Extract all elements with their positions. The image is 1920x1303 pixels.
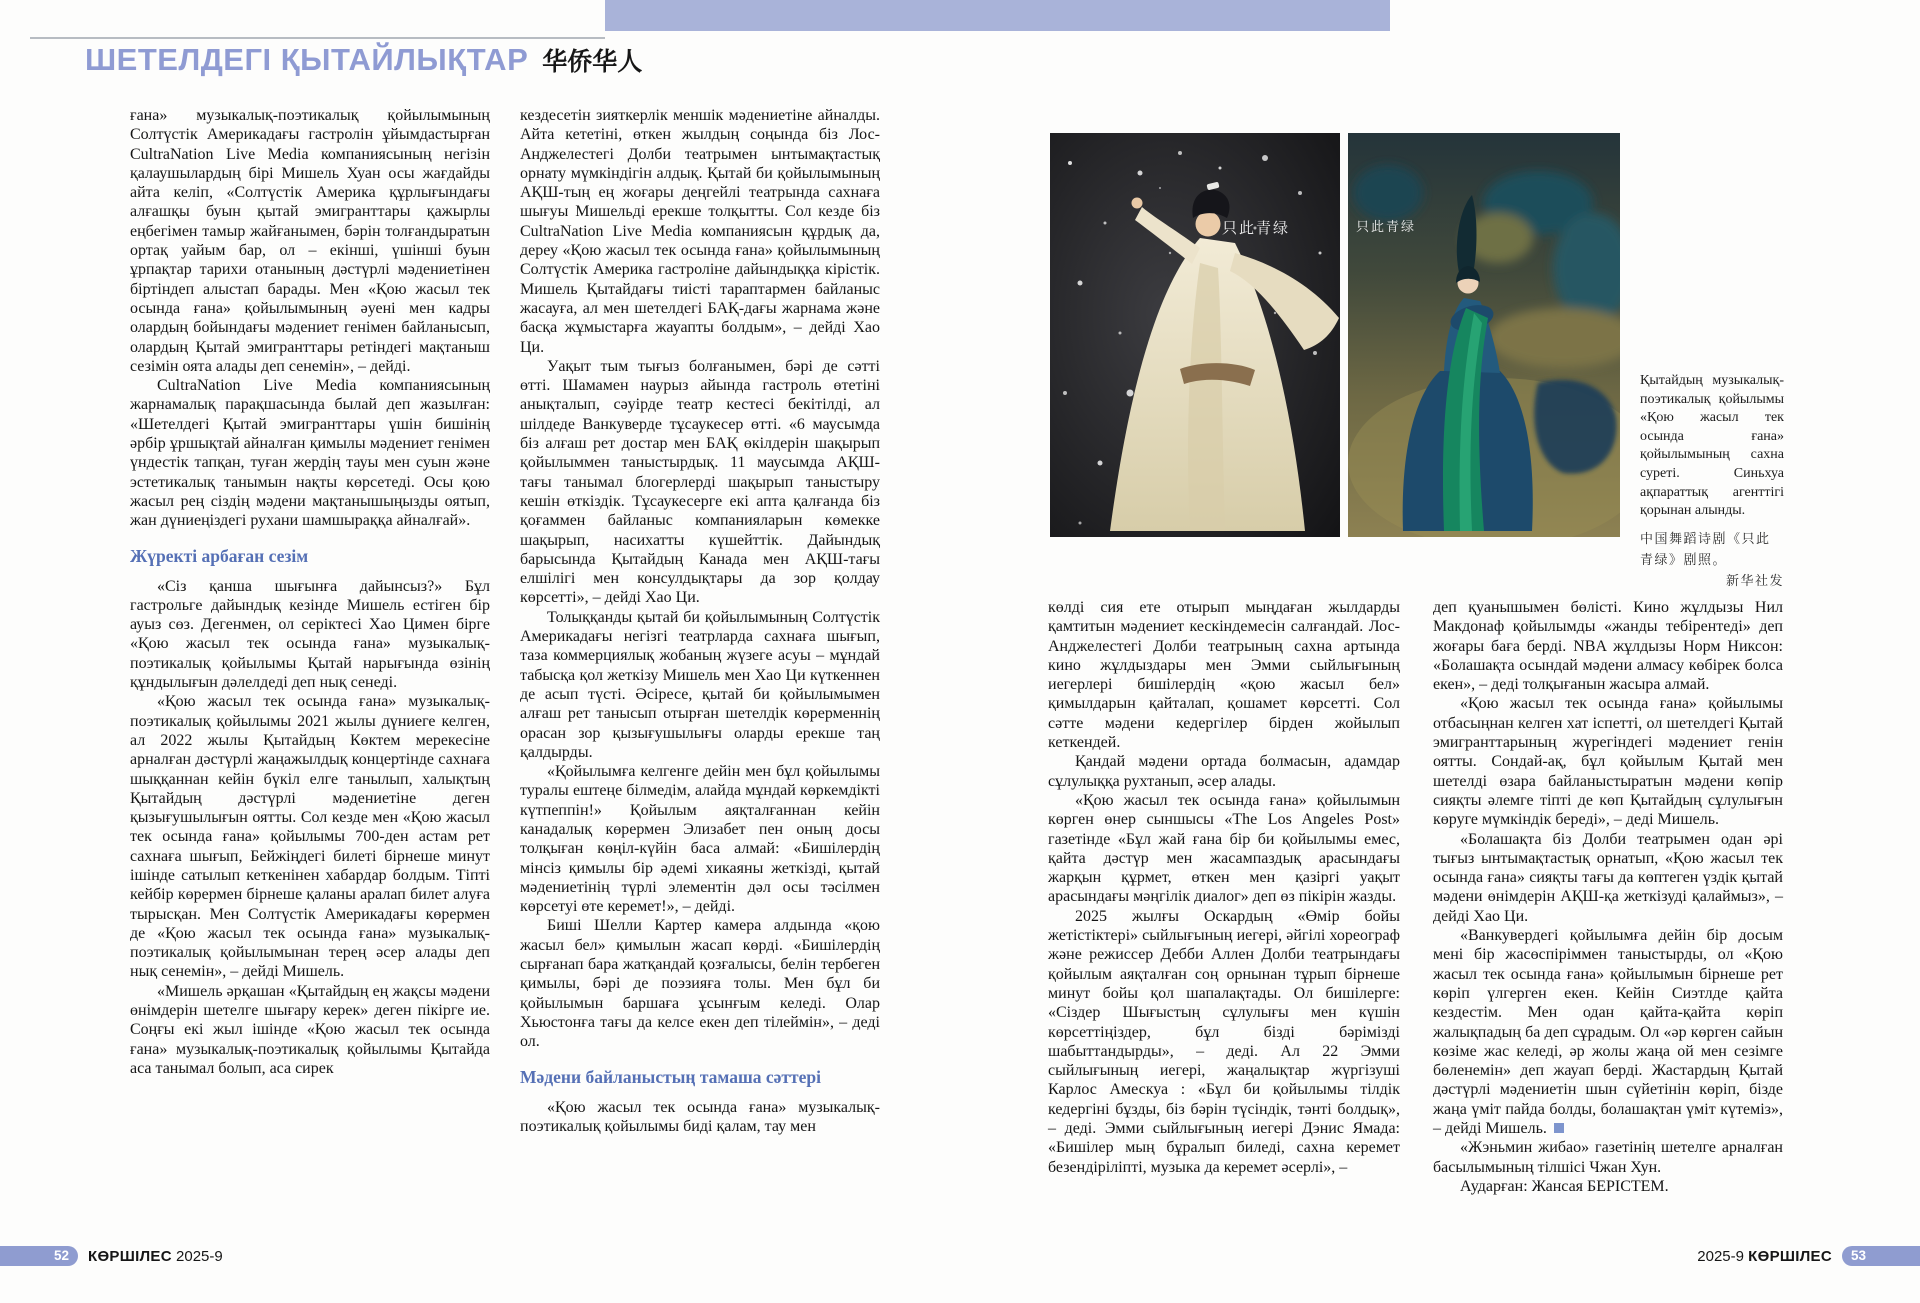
footer-left xyxy=(88,1248,223,1265)
paragraph: ғана» музыкалық-поэтикалық қойылымының Солтүстік Америкадағы гастролін ұйымдастырған CultraNation Live Media компаниясының негізін қалаушылардың бірі Мишель Хуан осы жағдайды айта келіп, «Солтүстік Америка құрлығындағы алғашқы буын қытай эмигранттары қажырлы еңбегімен тамыр жайғанымен, бәрін толғандыратын ортақ уайым бар, ол – екінші, үшінші буын ұрпақтар тарихи отанының дәстүрлі мәдениетінен біртіндеп алыстап барады. Мен «Қою жасыл тек осында ғана» қойылымының әуені мен кадры олардың бойындағы мәдениет генімен байланысып, олардың Қытай эмигранттары ретіндегі мақтаныш сезімін оята алады деп сенемін», – дейді. xyxy=(130,107,490,375)
photo-dancer-green-illustration xyxy=(1348,133,1620,537)
issue-number: 2025-9 xyxy=(176,1248,223,1265)
section-title: ШЕТЕЛДЕГІ ҚЫТАЙЛЫҚТАР xyxy=(85,42,529,77)
page-number-badge-left xyxy=(0,1246,78,1266)
paragraph: «Қойылымға келгенге дейін мен бұл қойылымы туралы ештеңе білмедім, алайда мұндай көркемдікті күтпеппін!» Қойылым аяқталғаннан кейін канадалық көрермен Элизабет пен оның досы толқыған көңіл-күйін баса алмай: «Бишілердің мінсіз қимылы бір әдемі хикаяны жеткізді, қытай мәдениетінің түрлі элементін дәл осы тәсілмен көрсетуі өте керемет!», – дейді. xyxy=(520,763,880,916)
translator-credit: Аударған: Жансая БЕРІСТЕМ. xyxy=(1460,1177,1669,1195)
page-number: 53 xyxy=(1851,1248,1867,1263)
paragraph: «Болашақта біз Долби театрымен одан әрі тығыз ынтымақтастық орнатып, «Қою жасыл тек осында ғана» сияқты тағы да көптеген үздік қытай мәдени өнімдерін АҚШ-қа жеткізуді қалаймыз», – дейді Хао Ци. xyxy=(1433,830,1783,925)
text-column-1 xyxy=(130,106,490,1078)
paragraph: деп қуанышымен бөлісті. Кино жұлдызы Нил Макдонаф қойылымды «жанды тебірентеді» деп жоғары баға берді. NBA жұлдызы Норм Никсон: «Болашақта осындай мәдени алмасу көбірек болса екен», – деді толқығанын жасыра алмай. xyxy=(1433,599,1783,694)
paragraph: Уақыт тым тығыз болғанымен, бәрі де сәтті өтті. Шамамен наурыз айында гастроль өтетіні анықталып, сәуірде театр кестесі бекітілді, ал шілдеде Ванкуверде тұсаукесер өтті. «6 маусымда біз алғаш рет достар мен БАҚ өкілдерін шақырып қойылыммен таныстырдық. 11 маусымда АҚШ-тағы танымал блогерлерді шақырып таныстыру кешін өткіздік. Тұсаукесерге екі апта қалғанда біз қоғаммен байланыс компанияларын көмекке шақырып, насихатты күшейттік. Дайындық барысында Қытайдың Канада мен АҚШ-тағы елшілігі мен консулдықтары да зор қолдау көрсетті», – дейді Хао Ци. xyxy=(520,357,880,607)
caption-chinese: 中国舞蹈诗剧《只此青绿》剧照。 xyxy=(1640,530,1771,567)
subheading-heart-feeling: Жүректі арбаған сезім xyxy=(130,545,309,566)
photo-watermark-logo: 只此青绿 xyxy=(1356,219,1417,234)
paragraph: «Мишель әрқашан «Қытайдың ең жақсы мәдени өнімдерін шетелге шығару керек» деген пікірге ие. Соңғы екі жыл ішінде «Қою жасыл тек осында ғана» музыкалық-поэтикалық қойылымы Қытайда аса танымал болып, аса сирек xyxy=(130,982,490,1077)
paragraph: 2025 жылғы Оскардың «Өмір бойы жетістіктері» сыйлығының иегері, әйгілі хореограф және режиссер Дебби Аллен Долби театрындағы қойылым аяқталған соң орнынан тұрып бірнеше минут бойы қол шапалақтады. Ол бишілерге: «Сіздер Шығыстың сұлулығы мен күшін көрсеттіңіздер, бұл бізді бәрімізді шабыттандырды», – деді. Ал 22 Эмми сыйлығының иегері, жаңалықтар жүргізуші Карлос Амескуа : «Бұл би қойылымы тілдік кедергіні бұзды, біз бәрін түсіндік, тәнті болдық», – деді. Эмми сыйлығының иегері Дэнис Ямада: «Бишілер мың бұралып биледі, сахна керемет безендіріліпті, музыка да керемет әсерлі», – xyxy=(1048,907,1400,1176)
paragraph: кездесетін зияткерлік меншік мәдениетіне айналды. Айта кететіні, өткен жылдың соңында біз Лос-Анджелестегі Долби театрымен ынтымақтастық орнату мүмкіндігін алдық. Қытай би қойылымының АҚШ-тың ең жоғары деңгейлі театрында сахнаға шығуы Мишельді ерекше толқытты. Сол кезде біз CultraNation Live Media компаниясын құрдық да, дереу «Қою жасыл тек осында ғана» қойылымының Солтүстік Америка гастроліне дайындыққа кірістік. Мишель Қытайдағы тиісті тараптармен байланыс жасауға, ал мен шетелдегі БАҚ-дағы жарнама және басқа жұмыстарға жауапты болдым», – дейді Хао Ци. xyxy=(520,107,880,356)
magazine-name: КӨРШІЛЕС xyxy=(88,1248,172,1265)
paragraph: «Қою жасыл тек осында ғана» қойылымын көрген өнер сыншысы «The Los Angeles Post» газетінде «Бұл жай ғана бір би қойылымы емес, қайта дәстүр мен жасампаздық арасындағы жарқын құрмет, өткен мен қазіргі уақыт арасындағы мәңгілік диалог» деп өз пікірін жазды. xyxy=(1048,791,1400,906)
page-number: 52 xyxy=(53,1248,69,1263)
section-header xyxy=(85,42,642,78)
paragraph: Толыққанды қытай би қойылымының Солтүстік Америкадағы негізгі театрларда сахнаға шығып, таза коммерциялық жобаның жүзеге асуы – мұндай табысқа қол жеткізу Мишель мен Хао Ци күткеннен де асып түсті. Әсіресе, қытай би қойылымымен алғаш рет танысып отырған шетелдік көрерменнің орасан зор қызығушылығы оларды ерекше таң қалдырды. xyxy=(520,608,880,761)
paragraph-text: «Ванкувердегі қойылымға дейін бір досым мені бір жасөспіріммен таныстырды, ол «Қою жасыл тек осында ғана» қойылымын бірнеше рет көріп үлгерген екен. Кейін Сиэтлде қайта кездестім. Мен одан қайта-қайта көріп жалықпадың ба деп сұрадым. Ол «әр көрген сайын көзіме жас келеді, әр жолы жаңа ой мен сезімге бөленемін» деп жауап берді. Жастардың Қытай дәстүрлі мәдениетін шын сүйетінін көріп, бізде жаңа үміт пайда болды, болашақтан үміт күтеміз», – дейді Мишель. xyxy=(1433,927,1783,1138)
text-column-3 xyxy=(1048,598,1400,1177)
subheading-cultural-connection: Мәдени байланыстың тамаша сәттері xyxy=(520,1066,821,1087)
paragraph: Қандай мәдени ортада болмасын, адамдар сұлулыққа рухтанып, әсер алады. xyxy=(1048,753,1400,790)
article-end-mark xyxy=(1554,1123,1564,1133)
paragraph: «Қою жасыл тек осында ғана» музыкалық-поэтикалық қойылымы 2021 жылы дүниеге келген, ал 2022 жылы Қытайдың Көктем мерекесіне арналған дәстүрлі жаңажылдық концертінде сахнаға шыққаннан кейін бүкіл елге танылып, халықтың Қытайдың дәстүрлі мәдениетіне деген қызығушылығын оятты. Сол кезде мен «Қою жасыл тек осында ғана» қойылымы 700-ден астам рет сахнаға шығып, Бейжіңдегі билеті бірнеше минут ішінде сатылып кеткенінен хабардар болдым. Тіпті кейбір көрермен бірнеше қаланы аралап билет алуға тырысқан. Мен Солтүстік Америкадағы көрермен де «Қою жасыл тек осында ғана» музыкалық-поэтикалық қойылымынан терең әсер алады деп нық сенемін», – дейді Мишель. xyxy=(130,693,490,981)
caption-kazakh: Қытайдың музыкалық-поэтикалық қойылымы «Қою жасыл тек осында ғана» қойылымының сахна суреті. Синьхуа ақпараттық агенттігі қорынан алынды. xyxy=(1640,373,1784,519)
photo-dancer-snow-illustration xyxy=(1050,133,1340,537)
paragraph: «Қою жасыл тек осында ғана» музыкалық-поэтикалық қойылымы биді қалам, тау мен xyxy=(520,1098,880,1135)
magazine-name: КӨРШІЛЕС xyxy=(1748,1248,1832,1265)
paragraph: Биші Шелли Картер камера алдында «қою жасыл бел» қимылын жасап көрді. «Бишілердің сырғанап бара жатқандай қозғалысы, белін тербеген қимылы, бәрі де поэзияға толы. Мен бұл би қойылымын баршаға ұсынғым келеді. Олар Хьюстонға тағы да келсе екен деп тілеймін», – деді ол. xyxy=(520,917,880,1051)
paragraph xyxy=(1433,926,1783,1138)
header-rule xyxy=(30,37,605,39)
author-credit: «Жэньмин жибао» газетінің шетелге арналған басылымының тілшісі Чжан Хун. xyxy=(1433,1139,1783,1176)
text-column-2 xyxy=(520,106,880,1136)
paragraph: «Сіз қанша шығынға дайынсыз?» Бұл гастрольге дайындық кезінде Мишель естіген бір ауыз сөз. Дегенмен, ол серіктесі Хао Цимен бірге «Қою жасыл тек осында ғана» музыкалық-поэтикалық қойылымы Қытай нарығында өзінің құндылығын дәлелдеді деп нық сенеді. xyxy=(130,577,490,692)
issue-number: 2025-9 xyxy=(1697,1248,1744,1265)
text-column-4 xyxy=(1433,598,1783,1196)
paragraph: «Қою жасыл тек осында ғана» қойылымы отбасыңнан келген хат іспетті, ол шетелдегі Қытай эмигранттарының жүрегіндегі мәдениет генін оятты. Сондай-ақ, бұл қойылым Қытай мен шетелді өзара байланыстыратын мәдени көпір сияқты әлемге тіпті де көп Қытайдың сұлулығын көруге мүмкіндік береді», – деді Мишель. xyxy=(1433,695,1783,829)
photo-watermark-logo: 只此青绿 xyxy=(1222,221,1291,237)
photo-caption xyxy=(1640,372,1784,590)
footer-right xyxy=(1697,1248,1832,1265)
paragraph: CultraNation Live Media компаниясының жарнамалық парақшасында былай деп жазылған: «Шетелдегі Қытай эмигранттары үшін бишінің әрбір ұршықтай айналған қимылы мәдениет генімен үндестік тапқан, туған жердің тауы мен суын және эстетикалық танымын нақты көрсетеді. Осы қою жасыл рең сіздің мәдени мақтанышыңызды оятып, жан дүниеңіздегі рухани шамшыраққа айналғай». xyxy=(130,377,490,530)
photo-dancer-snow-scene xyxy=(1050,133,1340,537)
section-title-chinese: 华侨华人 xyxy=(542,48,643,76)
photo-dancer-green-scene xyxy=(1348,133,1620,537)
page-number-badge-right xyxy=(1842,1246,1920,1266)
header-accent-bar xyxy=(605,0,1390,31)
paragraph: көлді сия ете отырып мыңдаған жылдарды қамтитын мәдениет кескіндемесін салғандай. Лос-Анджелестегі Долби театрының сахна артында кино жұлдыздары мен Эмми сыйлығының иегерлері бишілердің «қою жасыл бел» қимылдарын қайталап, қошамет көрсетті. Сол сәтте мәдени кедергілер бірден жойылып кеткендей. xyxy=(1048,599,1400,752)
caption-agency-credit: 新华社发 xyxy=(1725,572,1784,588)
